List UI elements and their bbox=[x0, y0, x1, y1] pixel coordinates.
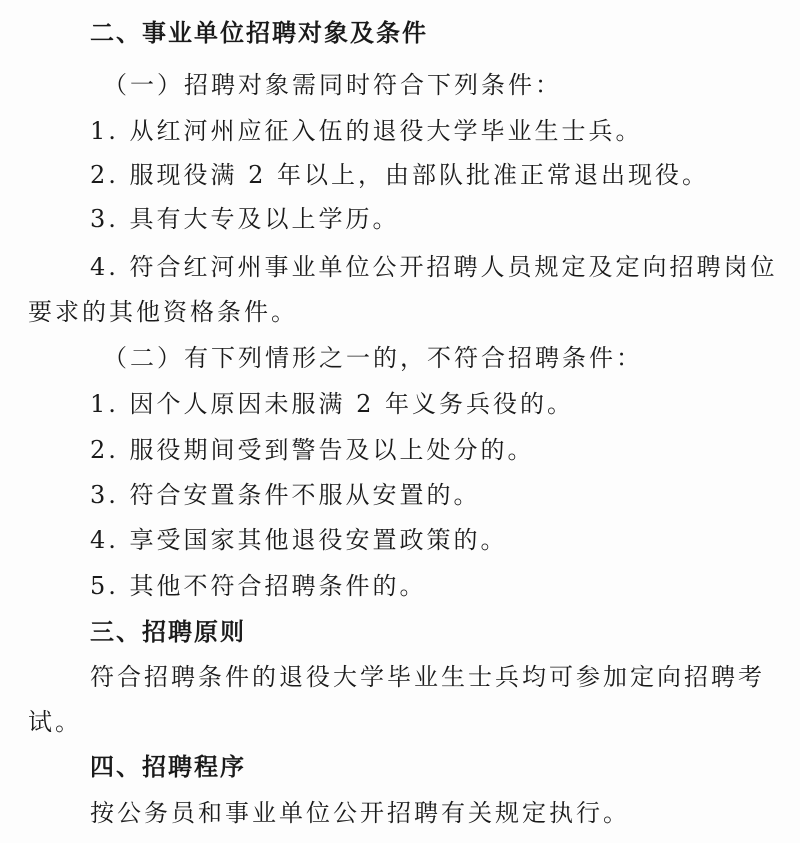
part-1-item-1: 1. 从红河州应征入伍的退役大学毕业生士兵。 bbox=[90, 117, 643, 145]
part-1-item-3: 3. 具有大专及以上学历。 bbox=[90, 205, 400, 233]
section-2-heading: 二、事业单位招聘对象及条件 bbox=[90, 19, 428, 47]
part-1-title: （一）招聘对象需同时符合下列条件： bbox=[103, 71, 562, 99]
section-3-body: 符合招聘条件的退役大学毕业生士兵均可参加定向招聘考 bbox=[90, 663, 765, 691]
part-2-item-2: 2. 服役期间受到警告及以上处分的。 bbox=[90, 436, 535, 464]
part-2-item-1: 1. 因个人原因未服满 2 年义务兵役的。 bbox=[90, 390, 575, 418]
part-2-item-3: 3. 符合安置条件不服从安置的。 bbox=[90, 481, 481, 509]
part-2-title: （二）有下列情形之一的，不符合招聘条件： bbox=[103, 344, 643, 372]
part-1-item-4: 4. 符合红河州事业单位公开招聘人员规定及定向招聘岗位 bbox=[90, 253, 778, 281]
part-2-item-4: 4. 享受国家其他退役安置政策的。 bbox=[90, 526, 508, 554]
section-4-heading: 四、招聘程序 bbox=[90, 753, 246, 781]
part-1-item-4-cont: 要求的其他资格条件。 bbox=[28, 298, 298, 326]
section-3-body-cont: 试。 bbox=[28, 708, 82, 736]
section-3-heading: 三、招聘原则 bbox=[90, 618, 246, 646]
section-4-body: 按公务员和事业单位公开招聘有关规定执行。 bbox=[90, 799, 630, 827]
part-2-item-5: 5. 其他不符合招聘条件的。 bbox=[90, 572, 427, 600]
part-1-item-2: 2. 服现役满 2 年以上，由部队批准正常退出现役。 bbox=[90, 161, 710, 189]
